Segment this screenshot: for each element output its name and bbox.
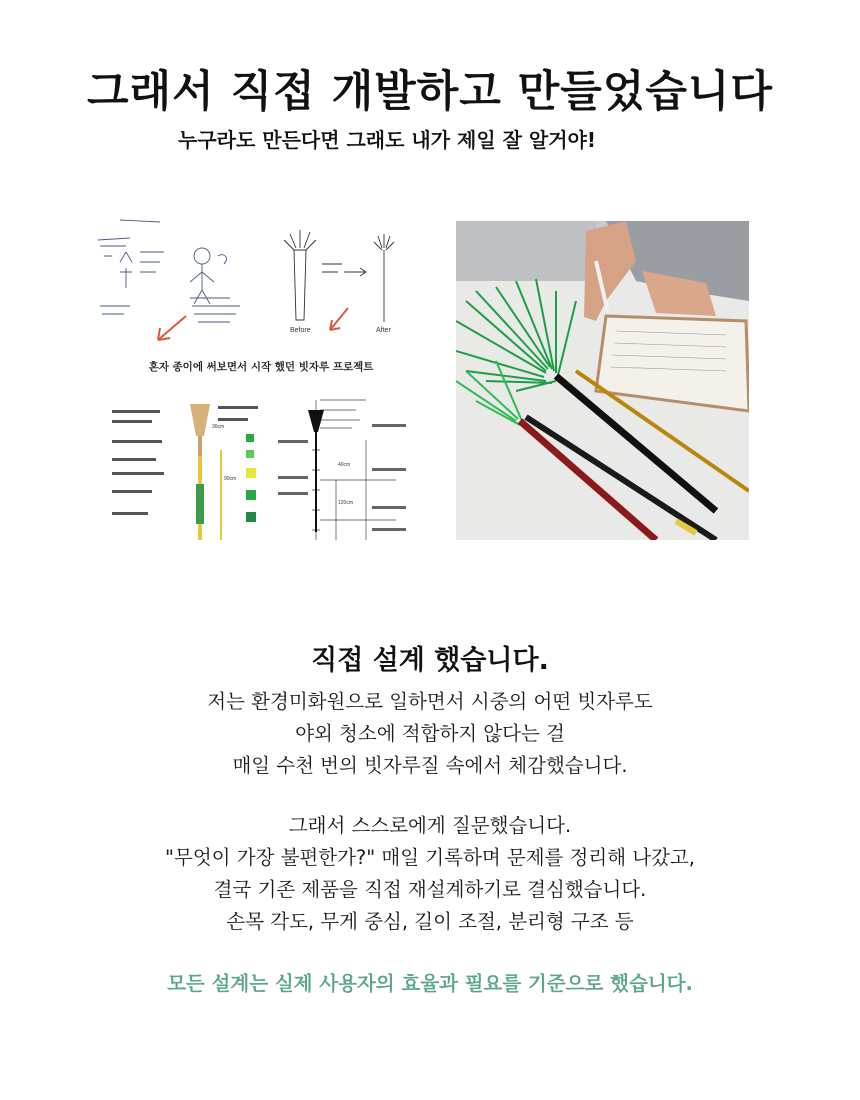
emphasis-statement: 모든 설계는 실제 사용자의 효율과 필요를 기준으로 했습니다. (167, 972, 693, 995)
intro-line-1: 저는 환경미화원으로 일하면서 시중의 어떤 빗자루도 (207, 690, 653, 713)
design-line-1: 그래서 스스로에게 질문했습니다. (288, 814, 572, 837)
sketch-collage-image (90, 212, 432, 542)
bp-dim-2: 90cm (224, 476, 237, 482)
design-line-2: "무엇이 가장 불편한가?" 매일 기록하며 문제를 정리해 나갔고, (165, 846, 695, 869)
bp-dim-3: 120cm (338, 500, 354, 506)
intro-line-3: 매일 수천 번의 빗자루질 속에서 체감했습니다. (232, 754, 628, 777)
design-paragraph (0, 810, 860, 938)
intro-paragraph (0, 686, 860, 782)
hand-sketch-drawing (90, 212, 432, 354)
collage-caption: 혼자 종이에 써보면서 시작 했던 빗자루 프로젝트 (148, 361, 374, 373)
before-label: Before (290, 327, 311, 334)
design-line-4: 손목 각도, 무게 중심, 길이 조절, 분리형 구조 등 (226, 910, 634, 933)
page-title: 그래서 직접 개발하고 만들었습니다 (87, 67, 773, 117)
bp-dim-1: 30cm (212, 424, 225, 430)
section-heading: 직접 설계 했습니다. (311, 645, 549, 676)
line-blueprint-drawing (276, 380, 432, 542)
intro-line-2: 야외 청소에 적합하지 않다는 걸 (295, 722, 565, 745)
broom-photo-image (456, 221, 749, 540)
color-blueprint-drawing (108, 380, 276, 542)
bp-dim-4: 40cm (338, 462, 351, 468)
page-subtitle: 누구라도 만든다면 그래도 내가 제일 잘 알거야! (178, 128, 596, 152)
after-label: After (376, 327, 391, 334)
design-line-3: 결국 기존 제품을 직접 재설계하기로 결심했습니다. (213, 878, 647, 901)
